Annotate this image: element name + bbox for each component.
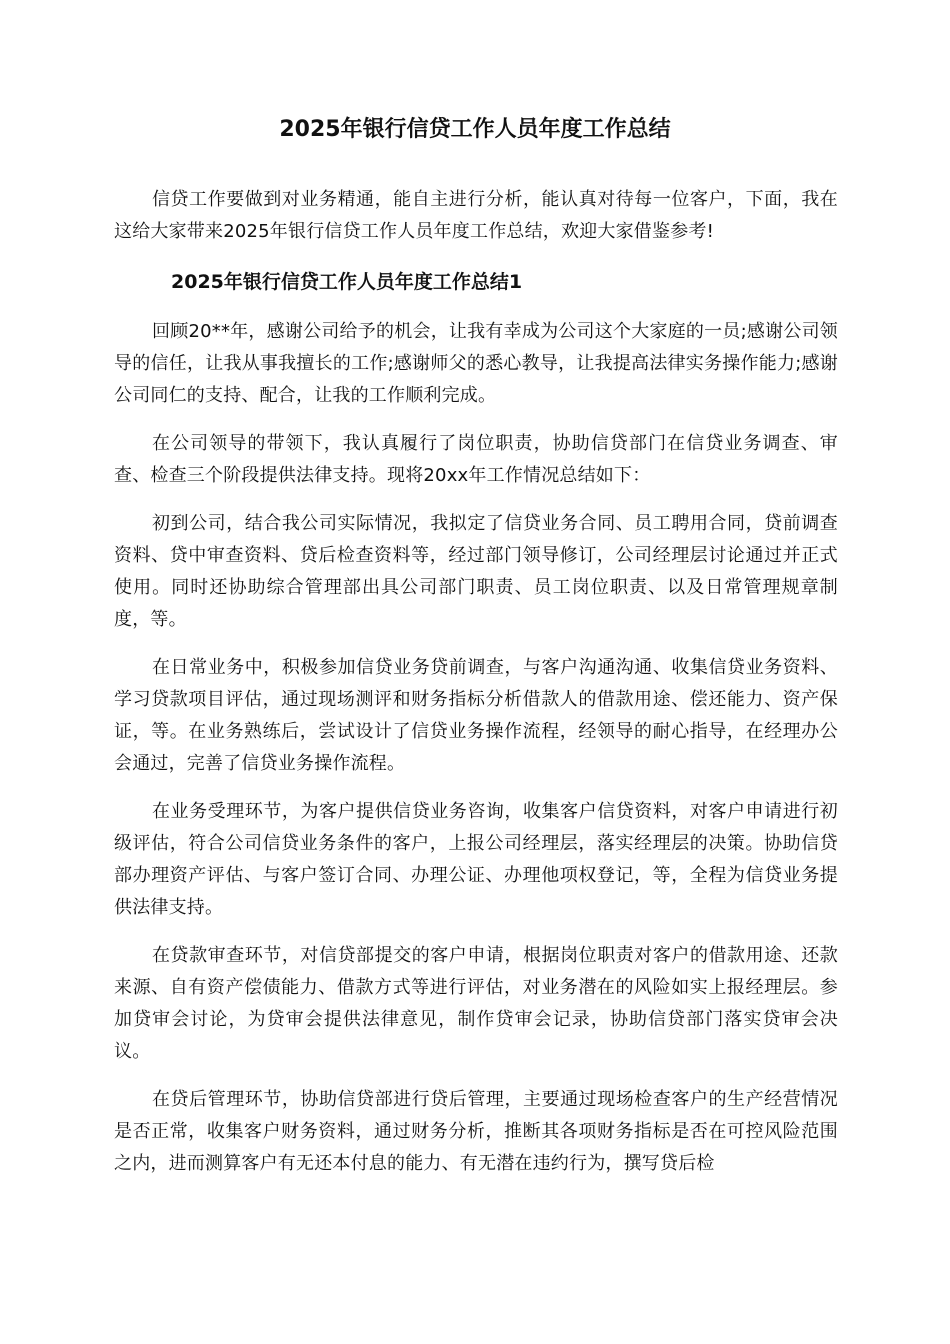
body-paragraph: 在贷款审查环节，对信贷部提交的客户申请，根据岗位职责对客户的借款用途、还款来源、自有资产偿债能力、借款方式等进行评估，对业务潜在的风险如实上报经理层。参加贷审会讨论，为贷审会提供法律意见，制作贷审会记录，协助信贷部门落实贷审会决议。 — [114, 945, 838, 1062]
body-paragraph: 在日常业务中，积极参加信贷业务贷前调查，与客户沟通沟通、收集信贷业务资料、学习贷款项目评估，通过现场测评和财务指标分析借款人的借款用途、偿还能力、资产保证，等。在业务熟练后，尝试设计了信贷业务操作流程，经领导的耐心指导，在经理办公会通过，完善了信贷业务操作流程。 — [114, 657, 838, 774]
body-paragraph: 在贷后管理环节，协助信贷部进行贷后管理，主要通过现场检查客户的生产经营情况是否正常，收集客户财务资料，通过财务分析，推断其各项财务指标是否在可控风险范围之内，进而测算客户有无还本付息的能力、有无潜在违约行为，撰写贷后检 — [114, 1089, 838, 1174]
section-title: 2025年银行信贷工作人员年度工作总结1 — [171, 271, 523, 293]
body-paragraph: 在公司领导的带领下，我认真履行了岗位职责，协助信贷部门在信贷业务调查、审查、检查三个阶段提供法律支持。现将20xx年工作情况总结如下： — [114, 433, 838, 486]
body-paragraph: 初到公司，结合我公司实际情况，我拟定了信贷业务合同、员工聘用合同，贷前调查资料、贷中审查资料、贷后检查资料等，经过部门领导修订，公司经理层讨论通过并正式使用。同时还协助综合管理部出具公司部门职责、员工岗位职责、以及日常管理规章制度，等。 — [114, 513, 838, 630]
document-body — [114, 184, 838, 1196]
body-paragraph: 在业务受理环节，为客户提供信贷业务咨询，收集客户信贷资料，对客户申请进行初级评估，符合公司信贷业务条件的客户，上报公司经理层，落实经理层的决策。协助信贷部办理资产评估、与客户签订合同、办理公证、办理他项权登记，等，全程为信贷业务提供法律支持。 — [114, 801, 838, 918]
intro-paragraph: 信贷工作要做到对业务精通，能自主进行分析，能认真对待每一位客户，下面，我在这给大家带来2025年银行信贷工作人员年度工作总结，欢迎大家借鉴参考! — [114, 189, 838, 242]
document-title: 2025年银行信贷工作人员年度工作总结 — [279, 117, 671, 142]
body-paragraph: 回顾20**年，感谢公司给予的机会，让我有幸成为公司这个大家庭的一员;感谢公司领导的信任，让我从事我擅长的工作;感谢师父的悉心教导，让我提高法律实务操作能力;感谢公司同仁的支持、配合，让我的工作顺利完成。 — [114, 321, 838, 406]
